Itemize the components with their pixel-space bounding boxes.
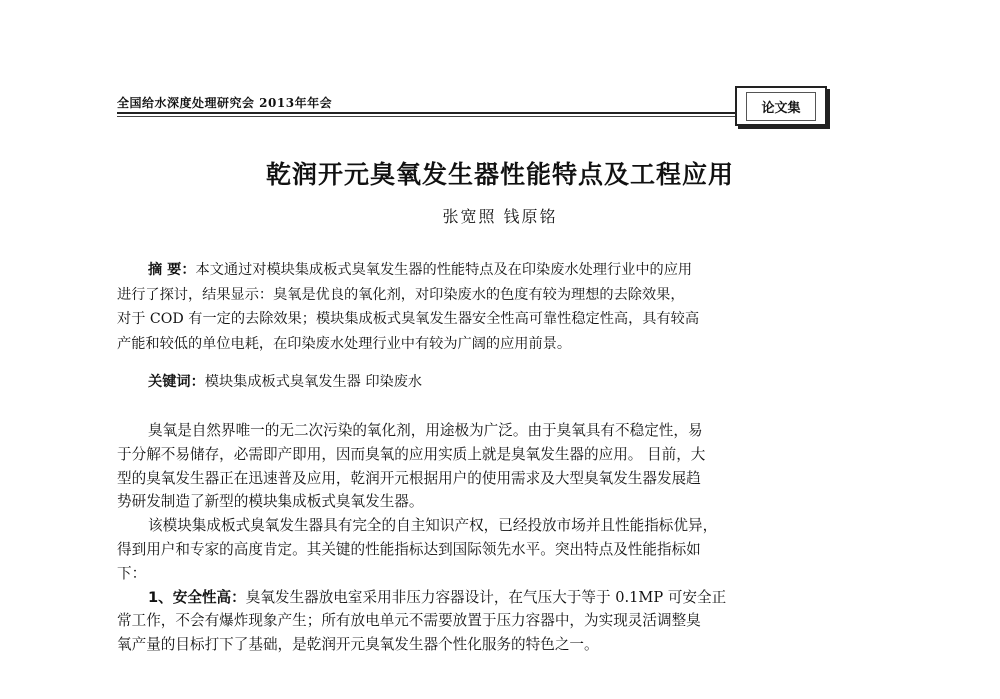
section-badge [735,86,827,126]
body-text [117,419,829,657]
abstract-line: 产能和较低的单位电耗，在印染废水处理行业中有较为广阔的应用前景。 [117,335,572,352]
header-rule [117,112,822,114]
keywords-label: 关键词： [148,374,205,390]
paragraph-line: 氧产量的目标打下了基础，是乾润开元臭氧发生器个性化服务的特色之一。 [117,636,599,654]
paper-authors: 张宽照 钱原铭 [442,207,558,226]
section-badge-label: 论文集 [746,92,815,121]
paragraph-line [117,586,829,610]
paragraph-line: 该模块集成板式臭氧发生器具有完全的自主知识产权，已经投放市场并且性能指标优异， [148,517,718,535]
abstract [117,258,829,356]
header-rule-thin [117,116,822,117]
abstract-text: 本文通过对模块集成板式臭氧发生器的性能特点及在印染废水处理行业中的应用 [195,262,693,278]
running-header: 全国给水深度处理研究会 2013年年会 [117,96,333,110]
abstract-label: 摘 要： [148,262,196,278]
paragraph-line: 型的臭氧发生器正在迅速普及应用，乾润开元根据用户的使用需求及大型臭氧发生器发展趋 [117,469,701,487]
section-heading: 1、安全性高： [148,588,246,606]
paragraph-text: 臭氧发生器放电室采用非压力容器设计，在气压大于等于 0.1MP 可安全正 [245,588,727,606]
paragraph-line: 得到用户和专家的高度肯定。其关键的性能指标达到国际领先水平。突出特点及性能指标如 [117,540,701,558]
paragraph-line: 于分解不易储存，必需即产即用，因而臭氧的应用实质上就是臭氧发生器的应用。 目前，大 [117,445,706,463]
keywords [148,371,422,391]
paper-title: 乾润开元臭氧发生器性能特点及工程应用 [265,160,734,189]
abstract-line [117,258,829,283]
paragraph-line: 势研发制造了新型的模块集成板式臭氧发生器。 [117,493,424,511]
abstract-line: 对于 COD 有一定的去除效果；模块集成板式臭氧发生器安全性高可靠性稳定性高，具有较高 [117,311,700,327]
keywords-text: 模块集成板式臭氧发生器 印染废水 [204,374,423,390]
paragraph-line: 常工作，不会有爆炸现象产生；所有放电单元不需要放置于压力容器中，为实现灵活调整臭 [117,612,701,630]
abstract-line: 进行了探讨，结果显示：臭氧是优良的氧化剂，对印染废水的色度有较为理想的去除效果， [117,286,685,303]
paragraph-line: 下： [117,564,147,582]
paragraph-line: 臭氧是自然界唯一的无二次污染的氧化剂，用途极为广泛。由于臭氧具有不稳定性，易 [148,422,703,439]
